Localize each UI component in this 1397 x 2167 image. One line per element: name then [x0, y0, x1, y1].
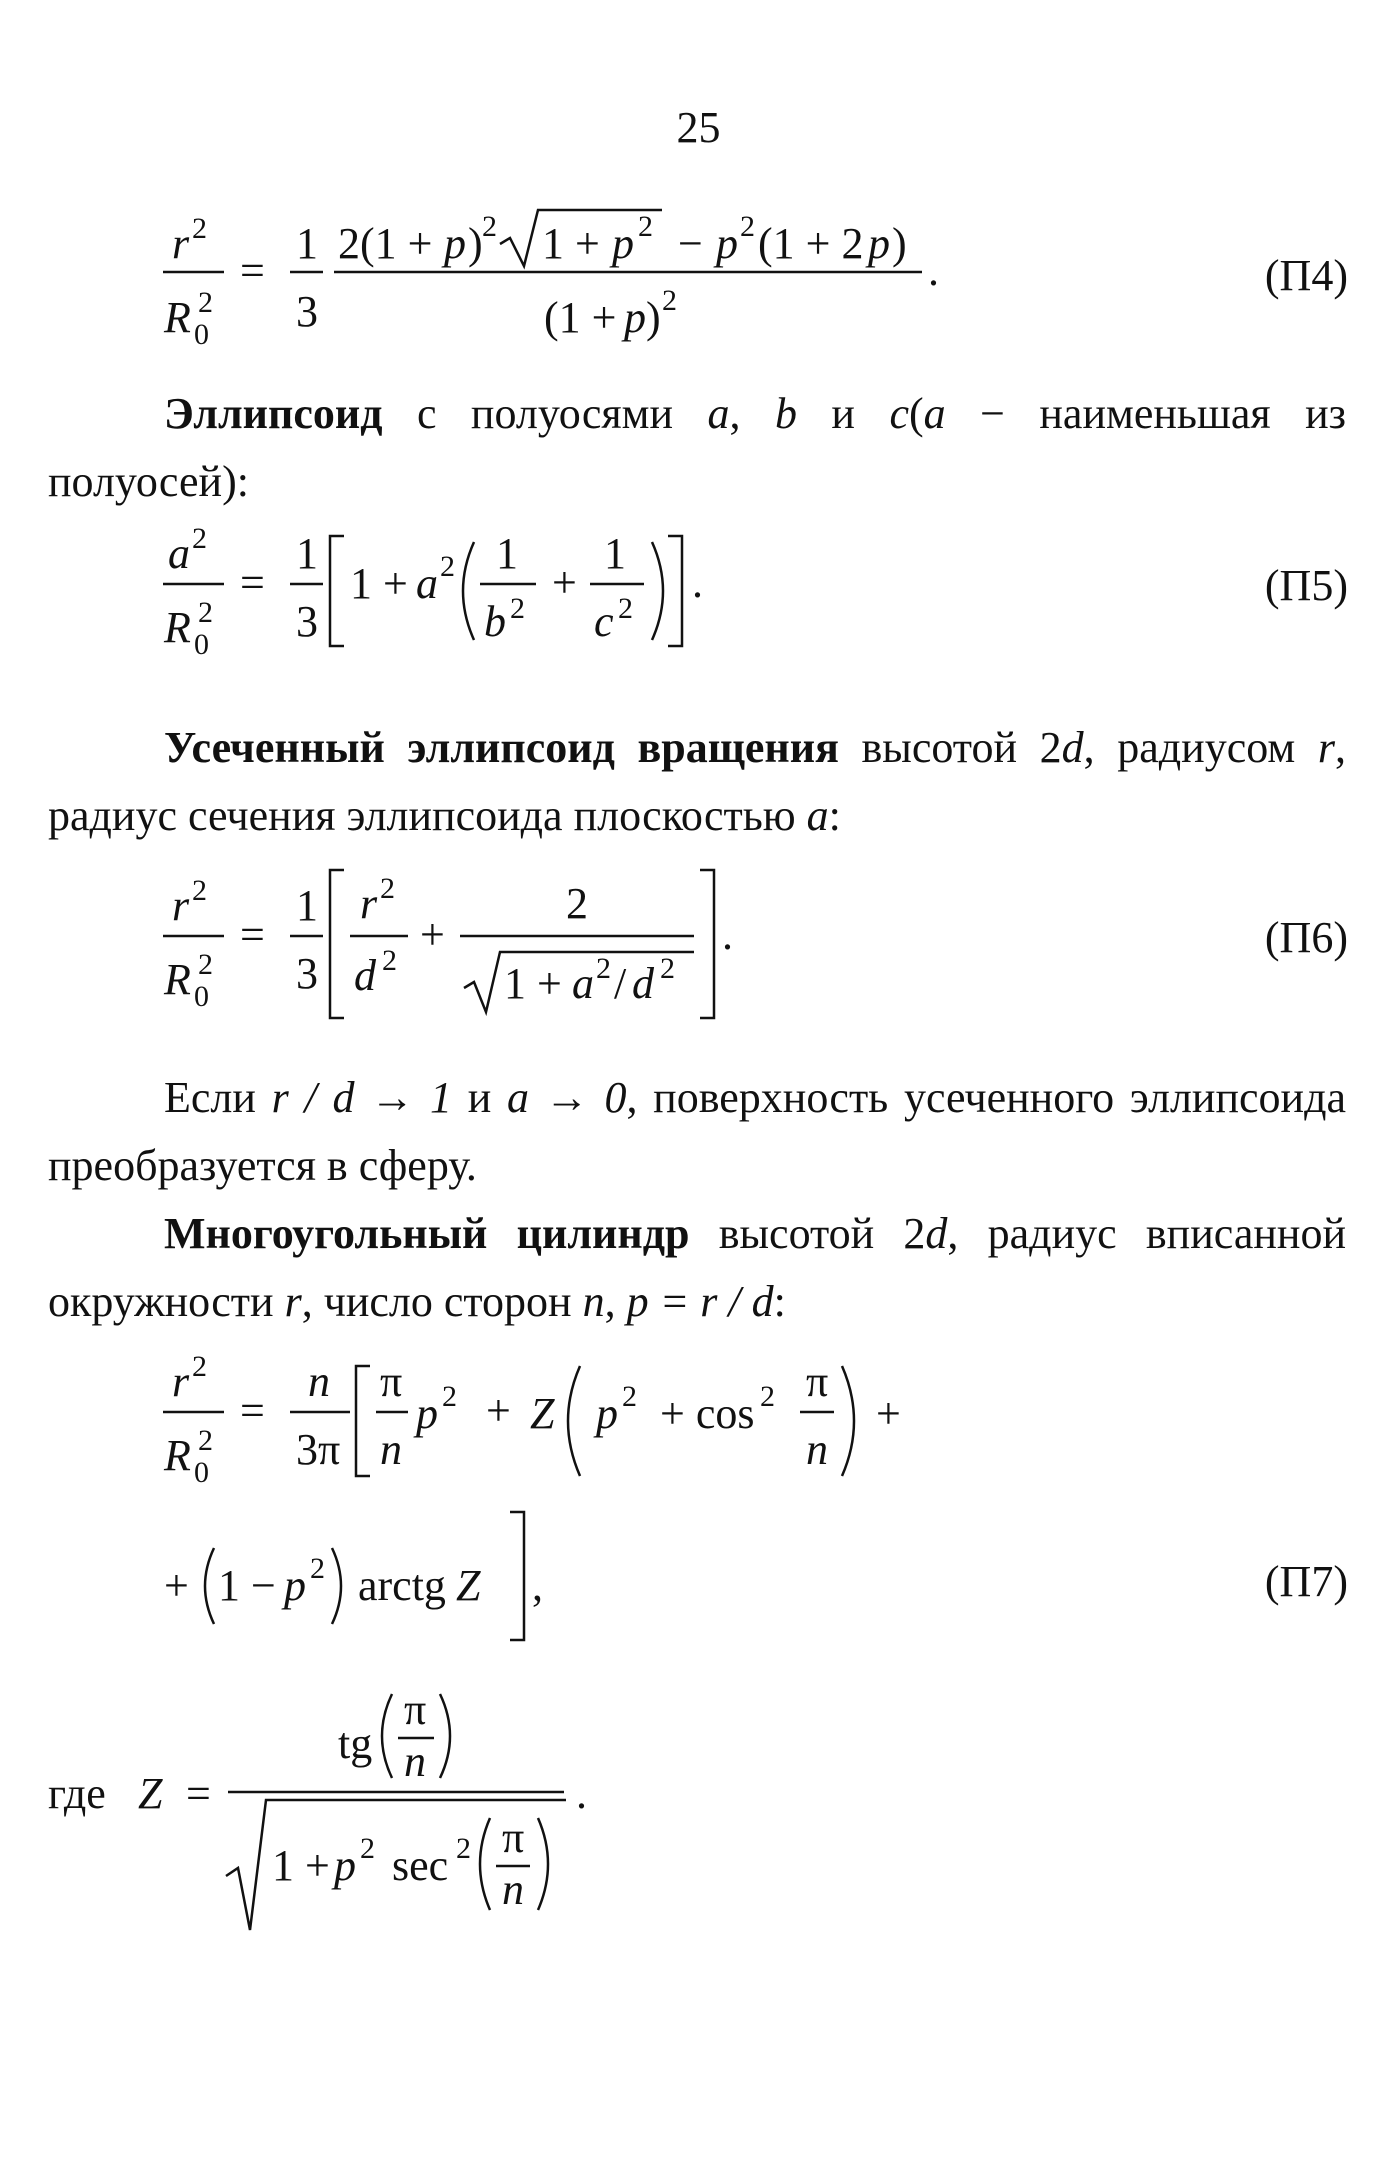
svg-text:1: 1 — [496, 529, 518, 578]
svg-text:2: 2 — [660, 952, 675, 985]
svg-text:π: π — [806, 1357, 829, 1406]
svg-text:): ) — [468, 219, 483, 268]
svg-text:3π: 3π — [296, 1425, 341, 1474]
svg-text:/: / — [614, 959, 627, 1008]
svg-text:.: . — [576, 1769, 587, 1818]
svg-text:1: 1 — [604, 529, 626, 578]
svg-text:2: 2 — [198, 286, 213, 319]
svg-text:2: 2 — [192, 874, 207, 907]
svg-text:2: 2 — [192, 522, 207, 555]
svg-text:R: R — [164, 603, 191, 652]
svg-text:2: 2 — [638, 210, 653, 243]
svg-text:p: p — [444, 219, 466, 268]
term-ellipsoid: Эллипсоид — [164, 389, 383, 438]
paragraph-ellipsoid: Эллипсоид с полуосями a, b и c(a − наименьшая из полуосей): — [48, 389, 1347, 506]
svg-text:a: a — [572, 959, 594, 1008]
svg-text:2: 2 — [198, 1424, 213, 1457]
svg-text:(1 + 2: (1 + 2 — [758, 219, 864, 268]
svg-text:+: + — [420, 910, 445, 959]
where-label: где — [48, 1769, 106, 1818]
svg-text:a: a — [168, 529, 190, 578]
svg-text:): ) — [892, 219, 907, 268]
svg-text:sec: sec — [392, 1841, 449, 1890]
svg-text:,: , — [532, 1561, 543, 1610]
svg-text:1: 1 — [296, 529, 318, 578]
svg-text:3: 3 — [296, 949, 318, 998]
svg-text:1 +: 1 + — [272, 1841, 330, 1890]
svg-text:tg: tg — [338, 1719, 373, 1768]
svg-text:−: − — [678, 219, 703, 268]
svg-text:p: p — [596, 1389, 618, 1438]
term-truncated-ellipsoid: Усеченный эллипсоид вращения — [164, 723, 839, 772]
svg-text:=: = — [240, 558, 265, 607]
svg-text:2: 2 — [192, 1350, 207, 1383]
svg-text:(1 +: (1 + — [544, 293, 617, 342]
svg-text:d: d — [632, 959, 654, 1008]
term-polygonal-cylinder: Многоугольный цилиндр — [164, 1209, 690, 1258]
paragraph-sphere-limit: Если r / d → 1 и a → 0, поверхность усеченного эллипсоида преобразуется в сферу. — [48, 1073, 1346, 1190]
svg-text:2: 2 — [456, 1832, 471, 1865]
svg-text:p: p — [612, 219, 634, 268]
svg-text:0: 0 — [194, 980, 209, 1013]
equation-number-p7: (П7) — [1264, 1557, 1348, 1606]
svg-text:=: = — [240, 246, 265, 295]
svg-text:Z: Z — [530, 1389, 555, 1438]
svg-text:2: 2 — [510, 592, 525, 625]
formula-p4 — [0, 200, 1397, 360]
svg-text:2(1 +: 2(1 + — [338, 219, 433, 268]
svg-text:2: 2 — [740, 210, 755, 243]
svg-text:2: 2 — [662, 284, 677, 317]
formula-p6 — [0, 860, 1397, 1030]
svg-text:1: 1 — [296, 219, 318, 268]
formula-p5 — [0, 520, 1397, 670]
paragraph-truncated-ellipsoid: Усеченный эллипсоид вращения высотой 2d, радиусом r, радиус сечения эллипсоида плоскостью a: — [48, 723, 1346, 840]
svg-text:2: 2 — [760, 1380, 775, 1413]
svg-text:1 +: 1 + — [542, 219, 600, 268]
svg-text:π: π — [380, 1357, 403, 1406]
equation-number-p4: (П4) — [1264, 251, 1348, 300]
svg-text:0: 0 — [194, 1456, 209, 1489]
svg-text:a: a — [416, 559, 438, 608]
equation-number-p5: (П5) — [1264, 561, 1348, 610]
svg-text:2: 2 — [360, 1832, 375, 1865]
svg-text:r: r — [172, 881, 190, 930]
svg-text:2: 2 — [482, 210, 497, 243]
svg-text:n: n — [806, 1425, 828, 1474]
svg-text:d: d — [354, 951, 376, 1000]
formula-z-definition — [0, 1670, 1397, 1960]
svg-text:r: r — [172, 219, 190, 268]
svg-text:=: = — [240, 1386, 265, 1435]
svg-text:1 +: 1 + — [504, 959, 562, 1008]
svg-text:.: . — [692, 558, 703, 607]
svg-text:arctg: arctg — [358, 1561, 446, 1610]
svg-text:2: 2 — [310, 1552, 325, 1585]
svg-text:R: R — [164, 1431, 191, 1480]
svg-text:3: 3 — [296, 287, 318, 336]
svg-text:Z: Z — [456, 1561, 481, 1610]
svg-text:=: = — [240, 910, 265, 959]
svg-text:p: p — [624, 293, 646, 342]
svg-text:2: 2 — [622, 1380, 637, 1413]
svg-text:2: 2 — [382, 944, 397, 977]
svg-text:2: 2 — [380, 872, 395, 905]
svg-text:+: + — [164, 1561, 189, 1610]
svg-text:1 −: 1 − — [218, 1561, 276, 1610]
svg-text:1: 1 — [296, 881, 318, 930]
paragraph-polygonal-cylinder: Многоугольный цилиндр высотой 2d, радиус вписанной окружности r, число сторон n, p = r / d: — [48, 1209, 1346, 1326]
svg-text:+: + — [876, 1389, 901, 1438]
formula-p7-line2 — [0, 1505, 1397, 1645]
svg-text:p: p — [716, 219, 738, 268]
svg-text:p: p — [868, 219, 890, 268]
svg-text:0: 0 — [194, 318, 209, 351]
svg-text:+ cos: + cos — [660, 1389, 755, 1438]
svg-text:2: 2 — [596, 952, 611, 985]
svg-text:0: 0 — [194, 628, 209, 661]
svg-text:2: 2 — [198, 948, 213, 981]
svg-text:n: n — [404, 1737, 426, 1786]
svg-text:1 +: 1 + — [350, 559, 408, 608]
svg-text:R: R — [164, 293, 191, 342]
svg-text:2: 2 — [198, 596, 213, 629]
svg-text:2: 2 — [618, 592, 633, 625]
svg-text:2: 2 — [442, 1380, 457, 1413]
svg-text:.: . — [722, 910, 733, 959]
equation-number-p6: (П6) — [1264, 913, 1348, 962]
svg-text:c: c — [594, 597, 614, 646]
svg-text:+: + — [552, 558, 577, 607]
svg-text:n: n — [502, 1865, 524, 1914]
svg-text:2: 2 — [566, 879, 588, 928]
svg-text:r: r — [360, 879, 378, 928]
svg-text:2: 2 — [440, 550, 455, 583]
formula-p7-line1 — [0, 1350, 1397, 1500]
page-number: 25 — [676, 103, 721, 152]
svg-text:3: 3 — [296, 597, 318, 646]
svg-text:n: n — [308, 1357, 330, 1406]
svg-text:2: 2 — [192, 212, 207, 245]
svg-text:R: R — [164, 955, 191, 1004]
svg-text:.: . — [928, 246, 939, 295]
svg-text:p: p — [334, 1841, 356, 1890]
svg-text:+: + — [486, 1386, 511, 1435]
svg-text:=: = — [186, 1769, 211, 1818]
svg-text:r: r — [172, 1357, 190, 1406]
svg-text:b: b — [484, 597, 506, 646]
svg-text:Z: Z — [138, 1769, 163, 1818]
svg-text:p: p — [416, 1389, 438, 1438]
svg-text:): ) — [646, 293, 661, 342]
svg-text:π: π — [404, 1685, 427, 1734]
svg-text:n: n — [380, 1425, 402, 1474]
svg-text:π: π — [502, 1813, 525, 1862]
svg-text:p: p — [284, 1561, 306, 1610]
